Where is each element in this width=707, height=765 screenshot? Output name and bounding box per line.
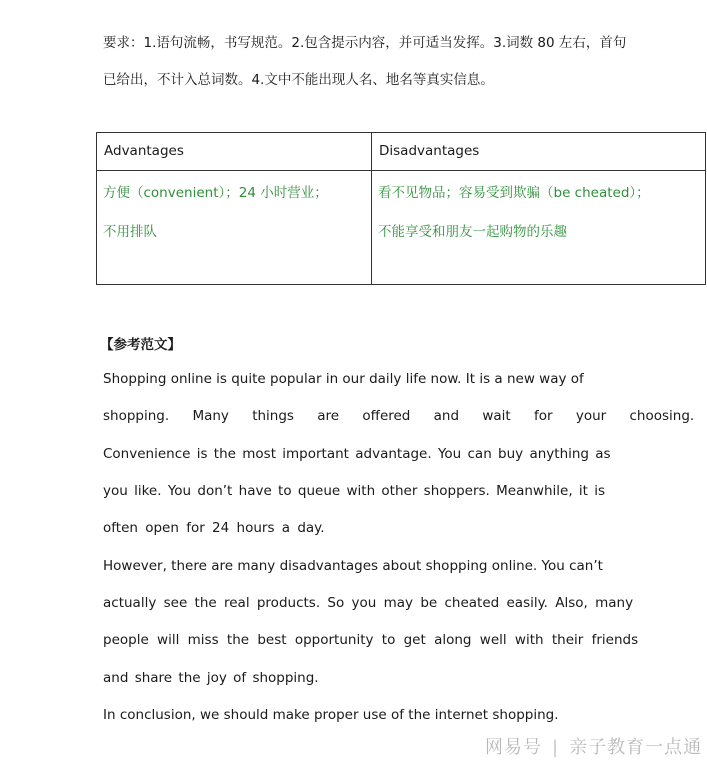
essay-line: you like. You don’t have to queue with other shoppers. Meanwhile, it is <box>103 483 606 499</box>
disadvantage-item: 不能享受和朋友一起购物的乐趣 <box>378 224 567 240</box>
essay-line: Shopping online is quite popular in our daily life now. It is a new way of <box>103 371 584 387</box>
comparison-table <box>96 132 706 285</box>
essay-line: However, there are many disadvantages about shopping online. You can’t <box>103 558 603 574</box>
advantage-item: 方便（convenient）；24 小时营业； <box>103 185 328 201</box>
essay-line: people will miss the best opportunity to get along well with their friends <box>103 632 639 648</box>
essay-line: Convenience is the most important advantage. You can buy anything as <box>103 446 611 462</box>
watermark-separator: | <box>552 737 560 758</box>
watermark <box>485 733 702 759</box>
essay-line: often open for 24 hours a day. <box>103 520 325 536</box>
essay-line: and share the joy of shopping. <box>103 670 319 686</box>
sample-essay-heading: 【参考范文】 <box>100 337 181 353</box>
advantages-header: Advantages <box>97 133 372 171</box>
requirements-line-1: 要求：1.语句流畅，书写规范。2.包含提示内容，并可适当发挥。3.词数 80 左右，首句 <box>103 35 627 51</box>
disadvantages-cell <box>372 171 706 285</box>
advantage-item: 不用排队 <box>103 224 157 240</box>
essay-line: shopping. Many things are offered and wait for your choosing. <box>103 408 695 424</box>
table-header-row <box>97 133 706 171</box>
essay-line: actually see the real products. So you may be cheated easily. Also, many <box>103 595 634 611</box>
essay-line: In conclusion, we should make proper use of the internet shopping. <box>103 707 559 723</box>
watermark-brand: 网易号 <box>485 737 542 758</box>
requirements-line-2: 已给出，不计入总词数。4.文中不能出现人名、地名等真实信息。 <box>103 72 494 88</box>
watermark-account: 亲子教育一点通 <box>569 737 703 758</box>
disadvantage-item: 看不见物品；容易受到欺骗（be cheated）； <box>378 185 650 201</box>
disadvantages-header: Disadvantages <box>372 133 706 171</box>
advantages-cell <box>97 171 372 285</box>
table-body-row <box>97 171 706 285</box>
